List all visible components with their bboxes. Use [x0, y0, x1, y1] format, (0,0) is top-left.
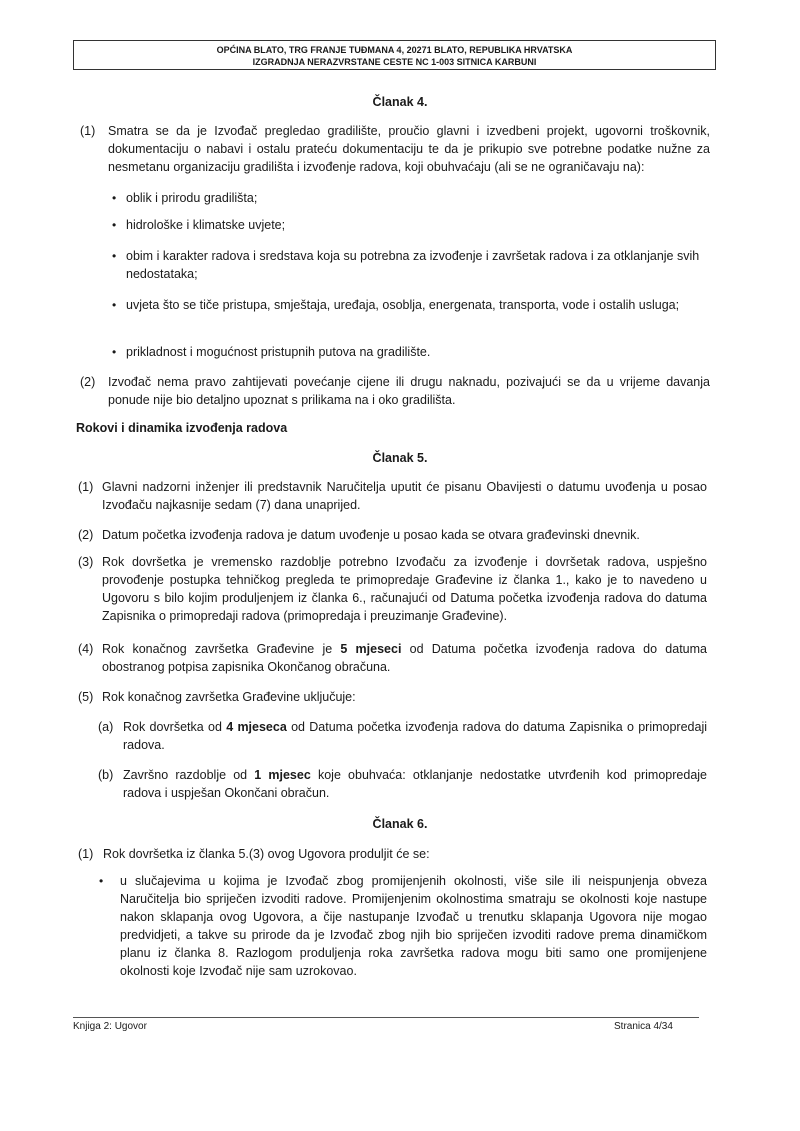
- art4-p2-number: (2): [80, 375, 96, 389]
- art6-bullet-1: u slučajevima u kojima je Izvođač zbog promijenjenih okolnosti, više sile ili neispunjenja obveza Naručitelja bio spriječen izvoditi radove. Promijenjenim okolnostima smatraju se okolnosti koje nastupe nakon sklapanja ovog Ugovora, a čije nastupanje Izvođač u trenutku sklapanja Ugovora nije mogao predvidjeti, a takve su prirode da je Izvođač zbog njih bio spriječen izvoditi radove prema dinamičkom planu iz članka 8. Razlogom produljenja roka završetka radova mogu biti samo one promijenjene okolnosti koje Izvođač nije sam uzrokovao.: [120, 874, 707, 978]
- section-title: Rokovi i dinamika izvođenja radova: [76, 421, 288, 435]
- article-5-title: Članak 5.: [372, 451, 428, 465]
- art5-b-duration: 1 mjesec: [254, 768, 311, 782]
- art4-p1-text: Smatra se da je Izvođač pregledao gradilište, proučio glavni i izvedbeni projekt, ugovorni troškovnik, dokumentaciju o nabavi i ostalu prateću dokumentaciju te da je prikupio sve potrebne podatke nužne za nesmetanu organizaciju gradilišta i izvođenje radova, koji obuhvaćaju (ali se ne ograničavaju na):: [108, 124, 710, 174]
- art5-p3-number: (3): [78, 555, 94, 569]
- document-header: [73, 40, 716, 70]
- art5-p1-number: (1): [78, 480, 94, 494]
- bullet-icon: •: [112, 345, 117, 359]
- art5-p2-text: Datum početka izvođenja radova je datum uvođenje u posao kada se otvara građevinski dnevnik.: [102, 528, 640, 542]
- art4-bullet-3: obim i karakter radova i sredstava koja su potrebna za izvođenje i završetak radova i za otklanjanje svih nedostataka;: [126, 249, 700, 281]
- art5-a-text: Rok dovršetka od 4 mjeseca od Datuma početka izvođenja radova do datuma Zapisnika o primopredaji radova.: [123, 720, 707, 752]
- footer-divider: [73, 1017, 699, 1018]
- art4-bullet-4: uvjeta što se tiče pristupa, smještaja, uređaja, osoblja, energenata, transporta, vode i ostalih usluga;: [126, 298, 680, 312]
- header-line-1: OPĆINA BLATO, TRG FRANJE TUĐMANA 4, 20271 BLATO, REPUBLIKA HRVATSKA: [216, 45, 573, 55]
- art5-b-text: Završno razdoblje od 1 mjesec koje obuhvaća: otklanjanje nedostatke utvrđenih kod primopredaje radova i uspješan Okončani obračun.: [123, 768, 707, 800]
- art4-bullet-1: oblik i prirodu gradilišta;: [126, 191, 258, 205]
- bullet-icon: •: [112, 191, 117, 205]
- art5-p5-text: Rok konačnog završetka Građevine uključuje:: [102, 690, 356, 704]
- bullet-icon: •: [112, 249, 117, 263]
- art5-p4-duration: 5 mjeseci: [340, 642, 402, 656]
- art5-p4-number: (4): [78, 642, 94, 656]
- art5-a-duration: 4 mjeseca: [226, 720, 287, 734]
- art6-p1-text: Rok dovršetka iz članka 5.(3) ovog Ugovora produljit će se:: [103, 847, 430, 861]
- art5-p4-text: Rok konačnog završetka Građevine je 5 mjeseci od Datuma početka izvođenja radova do datuma obostranog potpisa zapisnika Okončanog obračuna.: [102, 642, 707, 674]
- art5-p2-number: (2): [78, 528, 94, 542]
- art5-p3-text: Rok dovršetka je vremensko razdoblje potrebno Izvođaču za izvođenje i dovršetak radova, uspješno provođenje postupka tehničkog pregleda te primopredaje Građevine iz članka 1., kako je to navedeno u Ugovoru s bilo kojim produljenjem iz članka 6., računajući od Datuma početka izvođenja radova do datuma Zapisnika o primopredaji radova (primopredaja i preuzimanje Građevine).: [102, 555, 707, 623]
- art4-bullet-2: hidrološke i klimatske uvjete;: [126, 218, 286, 232]
- art5-p1-text: Glavni nadzorni inženjer ili predstavnik Naručitelja uputit će pisanu Obavijesti o datumu uvođenja u posao Izvođaču najkasnije sedam (7) dana unaprijed.: [102, 480, 707, 512]
- art5-b-number: (b): [98, 768, 114, 782]
- bullet-icon: •: [112, 298, 117, 312]
- art4-p2-text: Izvođač nema pravo zahtijevati povećanje cijene ili drugu naknadu, pozivajući se da u vrijeme davanja ponude nije bio detaljno upoznat s prilikama na i oko gradilišta.: [108, 375, 710, 407]
- header-line-2: IZGRADNJA NERAZVRSTANE CESTE NC 1-003 SITNICA KARBUNI: [252, 57, 537, 67]
- footer-left: Knjiga 2: Ugovor: [73, 1021, 147, 1032]
- article-4-title: Članak 4.: [372, 95, 428, 109]
- article-6-title: Članak 6.: [372, 817, 428, 831]
- art5-a-number: (a): [98, 720, 114, 734]
- footer-page-number: Stranica 4/34: [614, 1021, 673, 1032]
- art4-p1-number: (1): [80, 124, 96, 138]
- bullet-icon: •: [112, 218, 117, 232]
- art6-p1-number: (1): [78, 847, 94, 861]
- bullet-icon: •: [99, 874, 104, 888]
- art4-bullet-5: prikladnost i mogućnost pristupnih putova na gradilište.: [126, 345, 431, 359]
- art5-p5-number: (5): [78, 690, 94, 704]
